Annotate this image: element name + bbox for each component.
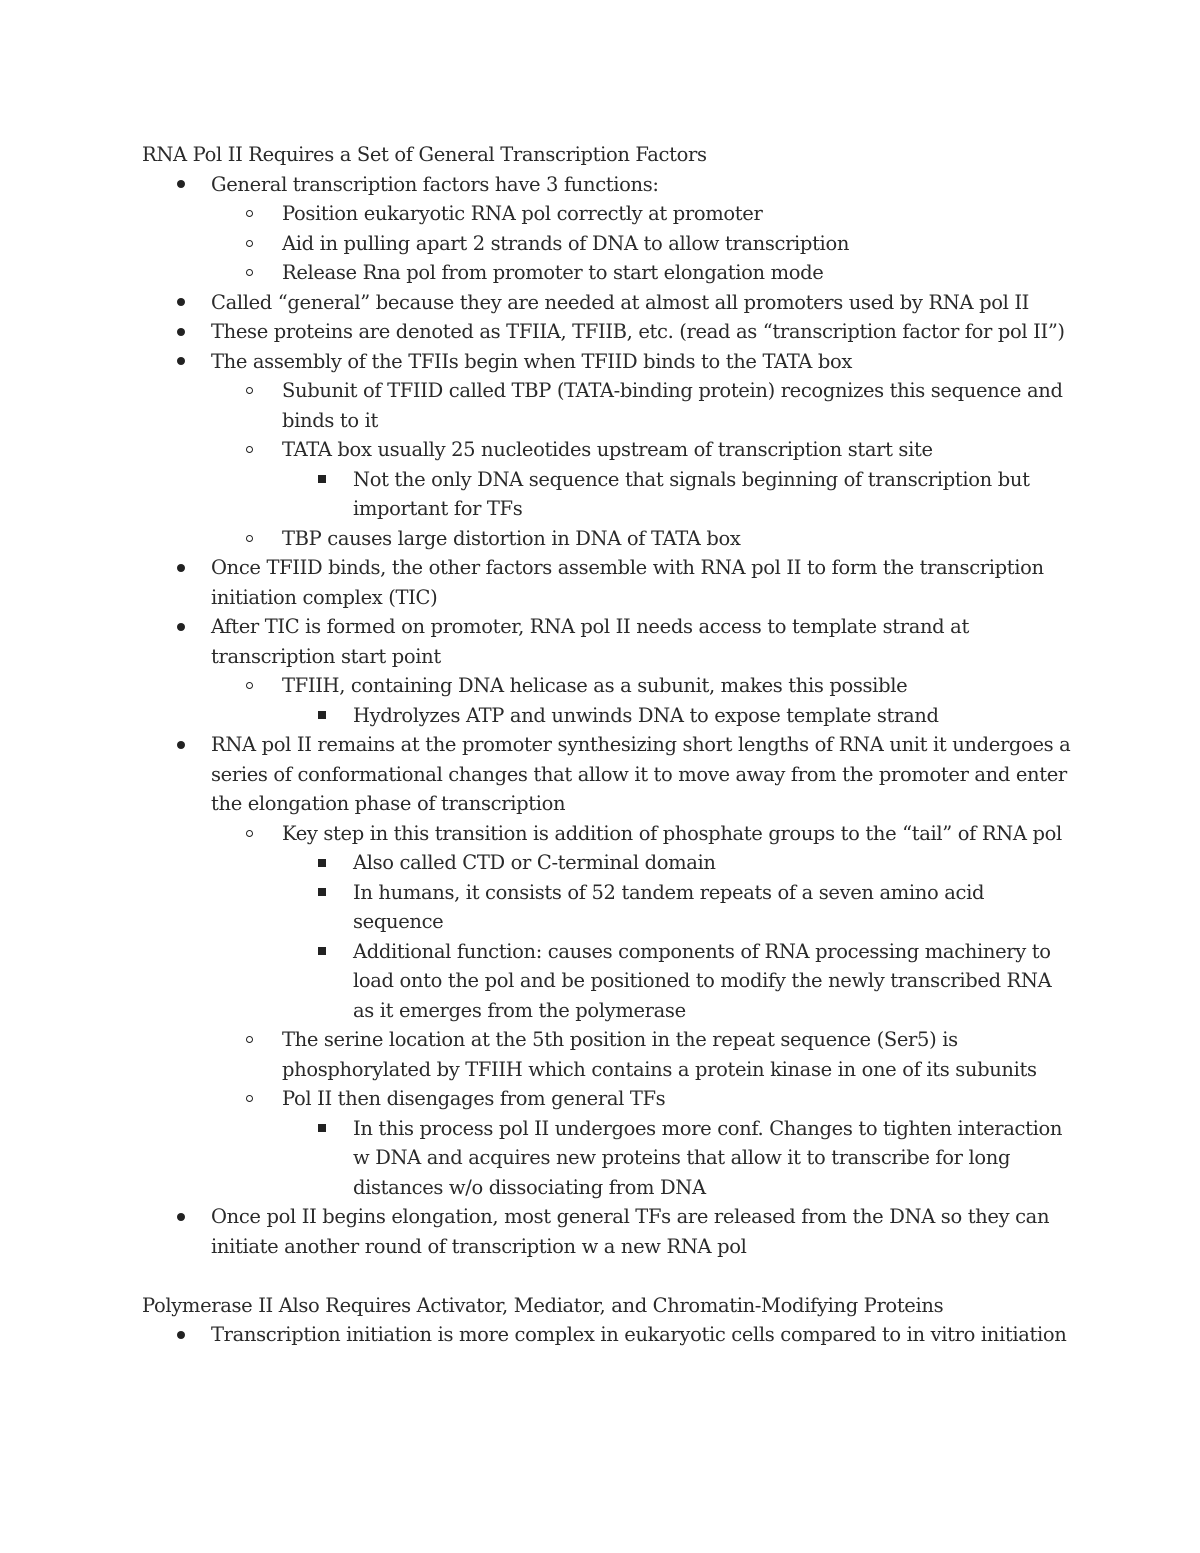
sub-list-item (211, 524, 1072, 554)
sub-list-item (211, 258, 1072, 288)
section-spacer (142, 1261, 1072, 1291)
list-item-text: Once TFIID binds, the other factors assemble with RNA pol II to form the transcription initiation complex (TIC) (211, 556, 1044, 609)
list-item-text: The assembly of the TFIIs begin when TFIID binds to the TATA box (211, 349, 853, 373)
bullet-icon (177, 1202, 185, 1232)
bullet-icon (177, 730, 185, 760)
sub-list-item (211, 819, 1072, 1026)
section-heading-activator-mediator: Polymerase II Also Requires Activator, Mediator, and Chromatin-Modifying Proteins (142, 1293, 944, 1317)
sub-sub-list (282, 701, 1072, 731)
list-item (142, 170, 1072, 288)
list-item (142, 1320, 1072, 1350)
list-item (142, 612, 1072, 730)
bullet-icon (177, 347, 185, 377)
sub-list-item-text: Key step in this transition is addition of phosphate groups to the “tail” of RNA pol (282, 821, 1062, 845)
list-item-text: General transcription factors have 3 functions: (211, 172, 659, 196)
sub-sub-list-item-text: Hydrolyzes ATP and unwinds DNA to expose template strand (353, 703, 939, 727)
list-item-text: RNA pol II remains at the promoter synthesizing short lengths of RNA unit it undergoes a series of conformational changes that allow it to move away from the promoter and enter the elongation phase of transcription (211, 733, 1071, 815)
sub-sub-list-item-text: Additional function: causes components of RNA processing machinery to load onto the pol and be positioned to modify the newly transcribed RNA as it emerges from the polymerase (353, 939, 1052, 1022)
circle-bullet-icon (246, 1025, 253, 1055)
sub-sub-list-item (282, 465, 1072, 524)
bullet-list (142, 170, 1072, 1262)
sub-list-item-text: Aid in pulling apart 2 strands of DNA to allow transcription (282, 231, 850, 255)
sub-sub-list-item-text: In humans, it consists of 52 tandem repeats of a seven amino acid sequence (353, 880, 985, 933)
list-item (142, 730, 1072, 1202)
circle-bullet-icon (246, 1084, 253, 1114)
square-bullet-icon (318, 465, 326, 495)
list-item (142, 553, 1072, 612)
sub-list-item-text: Release Rna pol from promoter to start elongation mode (282, 261, 824, 284)
sub-sub-list-item-text: In this process pol II undergoes more conf. Changes to tighten interaction w DNA and acquires new proteins that allow it to transcribe for long distances w/o dissociating from DNA (353, 1116, 1063, 1199)
list-item-text: These proteins are denoted as TFIIA, TFIIB, etc. (read as “transcription factor for pol II”) (211, 320, 1065, 343)
document-body (142, 140, 1072, 1350)
sub-sub-list-item (282, 701, 1072, 731)
sub-list-item (211, 229, 1072, 259)
sub-list (211, 671, 1072, 730)
sub-sub-list (282, 465, 1072, 524)
sub-sub-list-item (282, 848, 1072, 878)
bullet-icon (177, 553, 185, 583)
list-item (142, 317, 1072, 347)
circle-bullet-icon (246, 819, 253, 849)
circle-bullet-icon (246, 524, 253, 554)
square-bullet-icon (318, 1114, 326, 1144)
circle-bullet-icon (246, 199, 253, 229)
bullet-icon (177, 170, 185, 200)
circle-bullet-icon (246, 671, 253, 701)
square-bullet-icon (318, 701, 326, 731)
sub-list (211, 376, 1072, 553)
circle-bullet-icon (246, 435, 253, 465)
sub-sub-list-item-text: Not the only DNA sequence that signals beginning of transcription but important for TFs (353, 467, 1030, 520)
sub-sub-list-item (282, 1114, 1072, 1203)
square-bullet-icon (318, 848, 326, 878)
sub-list-item-text: Pol II then disengages from general TFs (282, 1087, 666, 1110)
circle-bullet-icon (246, 258, 253, 288)
sub-list-item (211, 1025, 1072, 1084)
circle-bullet-icon (246, 229, 253, 259)
list-item (142, 347, 1072, 554)
square-bullet-icon (318, 878, 326, 908)
section-heading-general-tfs: RNA Pol II Requires a Set of General Transcription Factors (142, 143, 707, 166)
bullet-icon (177, 317, 185, 347)
sub-sub-list (282, 848, 1072, 1025)
list-item-text: Called “general” because they are needed at almost all promoters used by RNA pol II (211, 290, 1030, 314)
sub-sub-list-item (282, 878, 1072, 937)
sub-sub-list (282, 1114, 1072, 1203)
sub-list-item (211, 435, 1072, 524)
sub-list-item-text: TATA box usually 25 nucleotides upstream of transcription start site (282, 438, 933, 461)
sub-list-item (211, 671, 1072, 730)
sub-list-item-text: TBP causes large distortion in DNA of TATA box (282, 526, 741, 550)
sub-list-item-text: Position eukaryotic RNA pol correctly at promoter (282, 202, 763, 225)
sub-list-item (211, 1084, 1072, 1202)
sub-list-item (211, 376, 1072, 435)
list-item-text: Once pol II begins elongation, most general TFs are released from the DNA so they can initiate another round of transcription w a new RNA pol (211, 1205, 1050, 1258)
list-item-text: Transcription initiation is more complex in eukaryotic cells compared to in vitro initiation (211, 1323, 1067, 1346)
sub-sub-list-item (282, 937, 1072, 1026)
square-bullet-icon (318, 937, 326, 967)
list-item (142, 288, 1072, 318)
bullet-icon (177, 1320, 185, 1350)
sub-list (211, 199, 1072, 288)
sub-sub-list-item-text: Also called CTD or C-terminal domain (353, 851, 716, 874)
sub-list-item (211, 199, 1072, 229)
list-item-text: After TIC is formed on promoter, RNA pol II needs access to template strand at transcription start point (211, 615, 969, 668)
sub-list (211, 819, 1072, 1203)
sub-list-item-text: Subunit of TFIID called TBP (TATA-binding protein) recognizes this sequence and binds to it (282, 379, 1063, 432)
circle-bullet-icon (246, 376, 253, 406)
sub-list-item-text: The serine location at the 5th position in the repeat sequence (Ser5) is phosphorylated by TFIIH which contains a protein kinase in one of its subunits (282, 1028, 1037, 1081)
sub-list-item-text: TFIIH, containing DNA helicase as a subunit, makes this possible (282, 674, 908, 697)
bullet-list (142, 1320, 1072, 1350)
bullet-icon (177, 288, 185, 318)
bullet-icon (177, 612, 185, 642)
list-item (142, 1202, 1072, 1261)
